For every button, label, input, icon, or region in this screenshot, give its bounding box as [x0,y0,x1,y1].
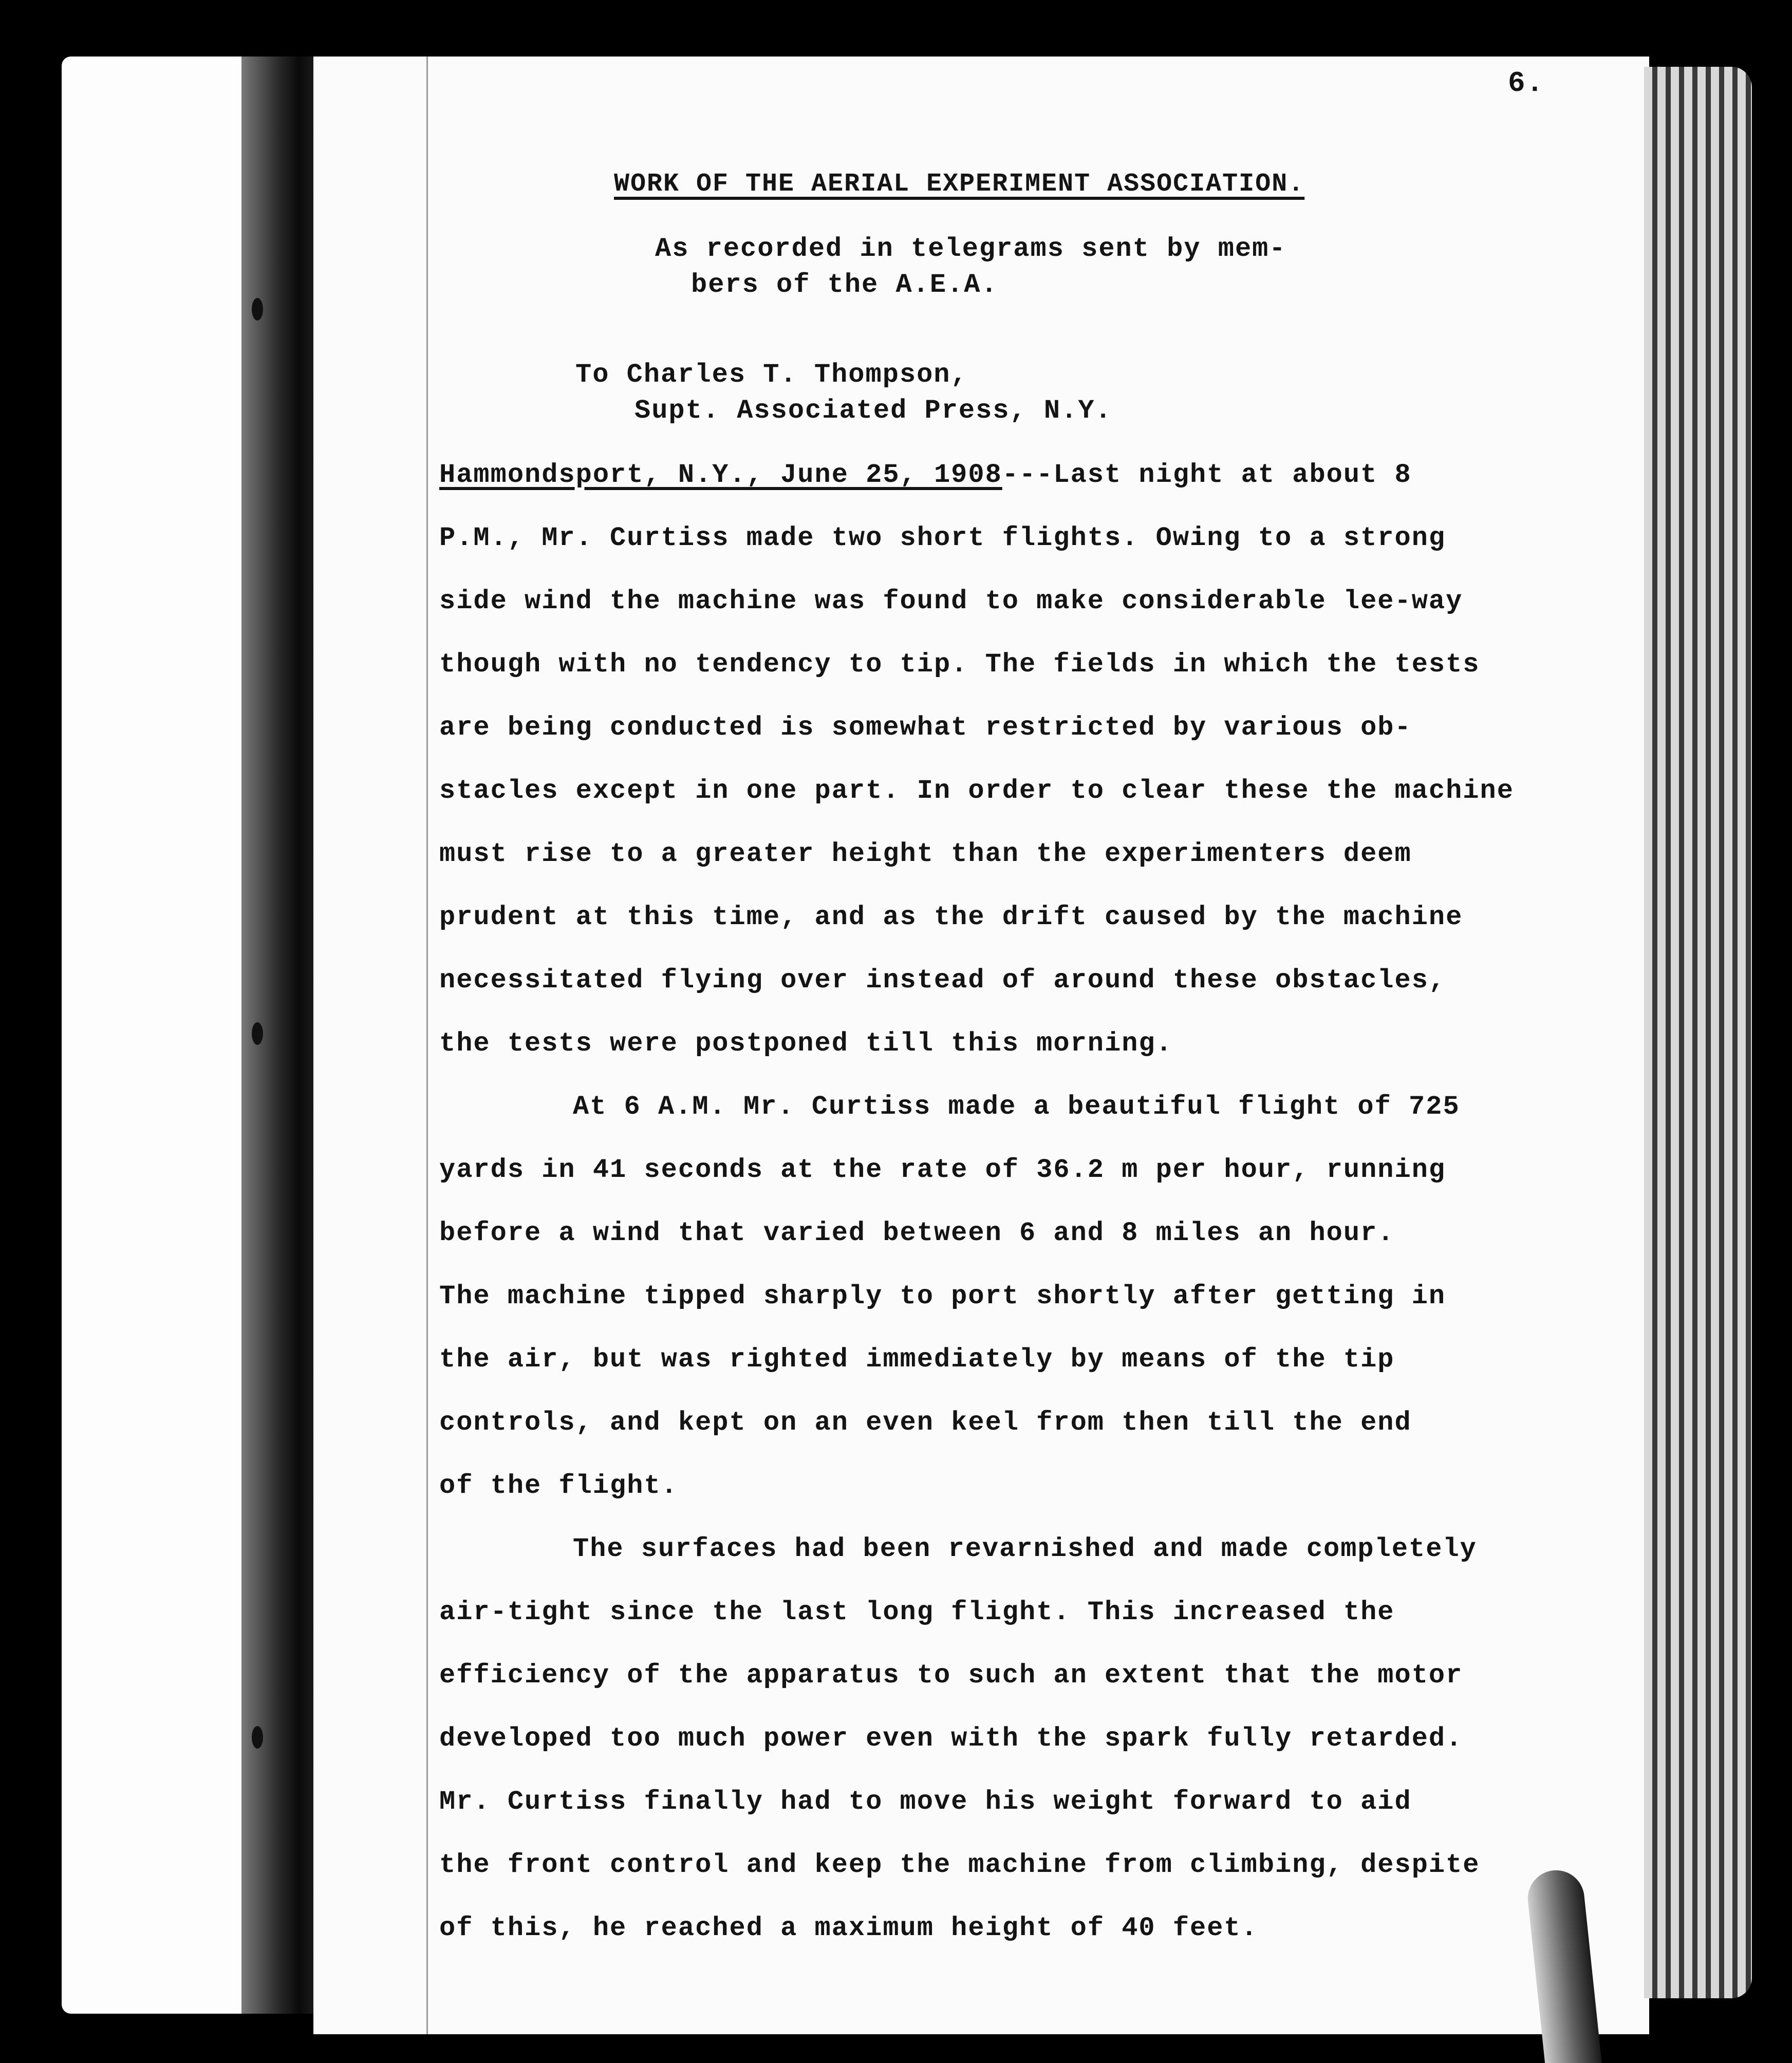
subtitle-line: bers of the A.E.A. [691,270,998,300]
body-line: controls, and kept on an even keel from then till the end [439,1408,1412,1438]
body-line [439,460,1412,490]
body-line: The surfaces had been revarnished and made completely [573,1534,1477,1564]
binding-hole [252,298,263,321]
body-line: the air, but was righted immediately by means of the tip [439,1344,1395,1375]
page-number: 6. [1508,67,1545,100]
dateline: Hammondsport, N.Y., June 25, 1908 [439,460,1002,490]
body-line: At 6 A.M. Mr. Curtiss made a beautiful flight of 725 [573,1092,1460,1122]
book-gutter [241,57,324,2014]
body-line: efficiency of the apparatus to such an extent that the motor [439,1660,1463,1691]
body-line: developed too much power even with the spark fully retarded. [439,1723,1463,1754]
body-line: side wind the machine was found to make considerable lee-way [439,586,1463,616]
body-line: stacles except in one part. In order to clear these the machine [439,776,1514,806]
body-line: must rise to a greater height than the experimenters deem [439,839,1412,869]
body-line: The machine tipped sharply to port shortly after getting in [439,1281,1446,1311]
margin-rule [426,57,428,2034]
body-line: necessitated flying over instead of around these obstacles, [439,965,1446,996]
body-line: before a wind that varied between 6 and 8 miles an hour. [439,1218,1395,1248]
addressee-line: Supt. Associated Press, N.Y. [634,396,1112,426]
addressee-line: To Charles T. Thompson, [575,360,968,390]
body-line: yards in 41 seconds at the rate of 36.2 m per hour, running [439,1155,1446,1185]
binding-hole [252,1022,263,1045]
page-edges [1644,67,1752,1998]
document-title: WORK OF THE AERIAL EXPERIMENT ASSOCIATION. [614,170,1305,199]
body-line: the tests were postponed till this morning. [439,1028,1173,1059]
body-line: Mr. Curtiss finally had to move his weight forward to aid [439,1787,1412,1817]
binding-hole [252,1726,263,1749]
body-text: ---Last night at about 8 [1002,460,1412,490]
body-line: the front control and keep the machine from climbing, despite [439,1850,1480,1880]
body-line: air-tight since the last long flight. This increased the [439,1597,1395,1627]
body-line: P.M., Mr. Curtiss made two short flights. Owing to a strong [439,523,1446,553]
body-line: are being conducted is somewhat restricted by various ob- [439,712,1412,743]
body-line: of the flight. [439,1471,678,1501]
body-line: of this, he reached a maximum height of 40 feet. [439,1913,1258,1943]
body-line: though with no tendency to tip. The fields in which the tests [439,649,1480,680]
subtitle-line: As recorded in telegrams sent by mem- [655,234,1286,264]
body-line: prudent at this time, and as the drift caused by the machine [439,902,1463,932]
